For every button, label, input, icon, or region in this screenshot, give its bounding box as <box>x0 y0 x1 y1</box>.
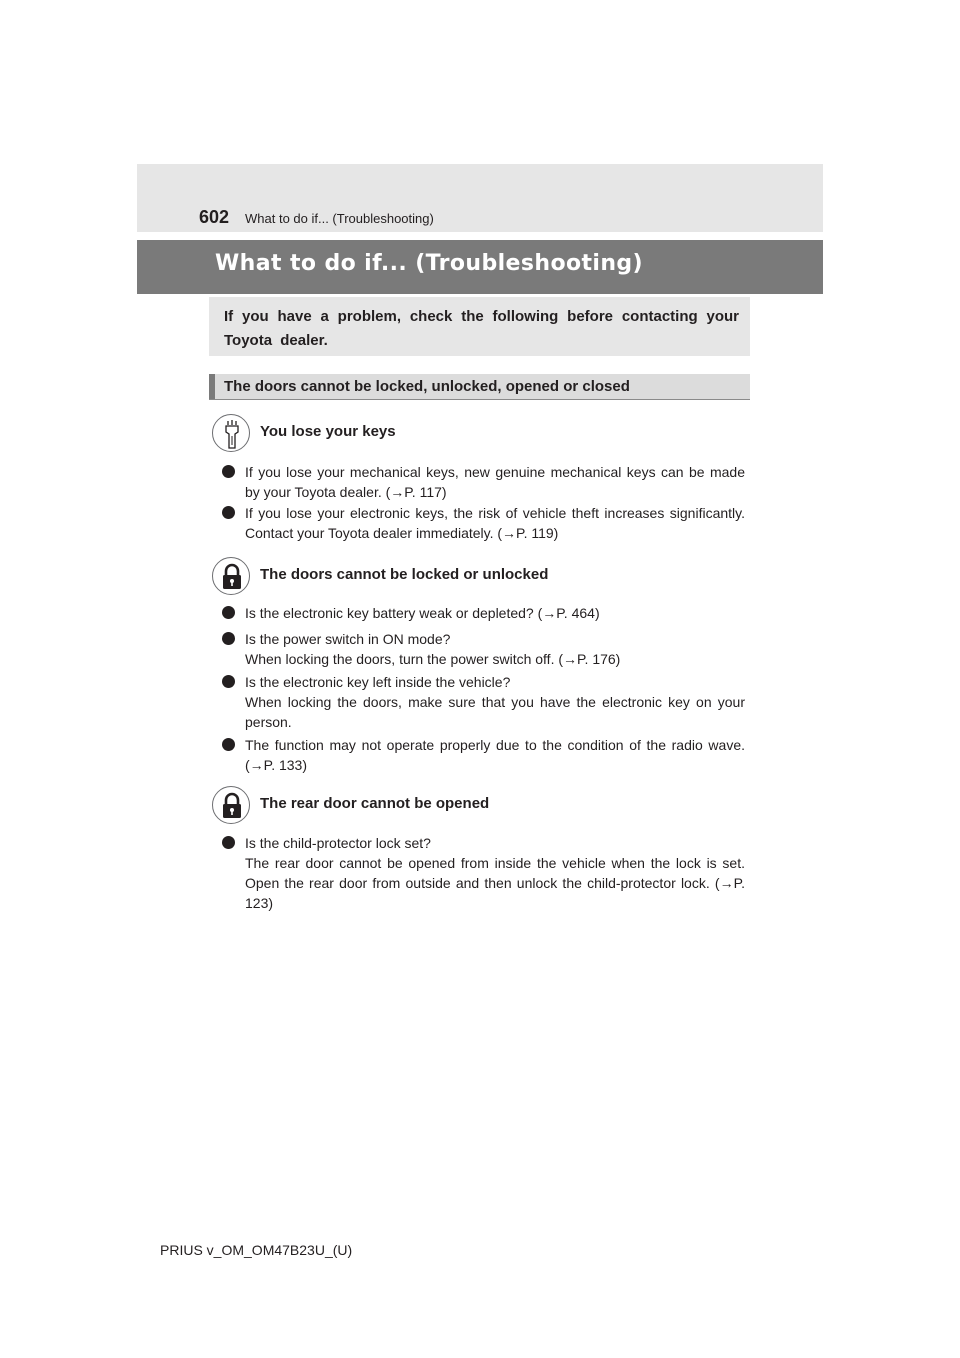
bullet-icon <box>222 836 235 849</box>
page-number: 602 <box>199 207 230 227</box>
list-item <box>222 672 745 732</box>
subheading <box>209 374 750 400</box>
header-title: What to do if... (Troubleshooting) <box>245 211 434 226</box>
key-icon <box>212 414 250 452</box>
intro-box <box>209 297 750 356</box>
list-item <box>222 503 745 543</box>
list-item-question: Is the power switch in ON mode? <box>245 631 451 647</box>
bullet-icon <box>222 632 235 645</box>
section-title: What to do if... (Troubleshooting) <box>215 251 643 276</box>
bullet-icon <box>222 606 235 619</box>
list-item-detail: When locking the doors, turn the power switch off. (→P. 176) <box>245 651 621 667</box>
list-item-question: Is the child-protector lock set? <box>245 835 431 851</box>
subheading-bar <box>209 374 215 399</box>
list-item <box>222 629 745 669</box>
bullet-icon <box>222 738 235 751</box>
intro-text: If you have a problem, check the following before contacting your Toyota dealer. <box>224 308 739 349</box>
list-item-text: If you lose your electronic keys, the risk of vehicle theft increases significantly. Contact your Toyota dealer immediately. (→P. 119) <box>245 505 745 541</box>
list-item <box>222 603 745 623</box>
subheading-text: The doors cannot be locked, unlocked, opened or closed <box>224 378 630 395</box>
list-item-detail: The rear door cannot be opened from inside the vehicle when the lock is set. Open the rear door from outside and then unlock the child-protector lock. (→P. 123) <box>245 855 745 911</box>
list-item-detail: When locking the doors, make sure that you have the electronic key on your person. <box>245 694 745 730</box>
list-item-text <box>245 672 745 732</box>
list-item-text <box>245 833 745 913</box>
topic-title: You lose your keys <box>260 423 396 440</box>
page-header <box>137 164 823 232</box>
list-item-text: Is the electronic key battery weak or depleted? (→P. 464) <box>245 605 600 621</box>
list-item-text: If you lose your mechanical keys, new genuine mechanical keys can be made by your Toyota dealer. (→P. 117) <box>245 464 745 500</box>
bullet-icon <box>222 465 235 478</box>
list-item <box>222 462 745 502</box>
list-item <box>222 735 745 775</box>
footer-code: PRIUS v_OM_OM47B23U_(U) <box>160 1242 353 1258</box>
list-item-text: The function may not operate properly due to the condition of the radio wave. (→P. 133) <box>245 737 745 773</box>
padlock-icon <box>212 557 250 595</box>
topic-title: The rear door cannot be opened <box>260 795 490 812</box>
topic-title: The doors cannot be locked or unlocked <box>260 566 549 583</box>
bullet-icon <box>222 675 235 688</box>
list-item <box>222 833 745 913</box>
section-banner <box>137 240 823 294</box>
padlock-icon <box>212 786 250 824</box>
bullet-icon <box>222 506 235 519</box>
list-item-text <box>245 629 745 669</box>
list-item-question: Is the electronic key left inside the vehicle? <box>245 674 511 690</box>
